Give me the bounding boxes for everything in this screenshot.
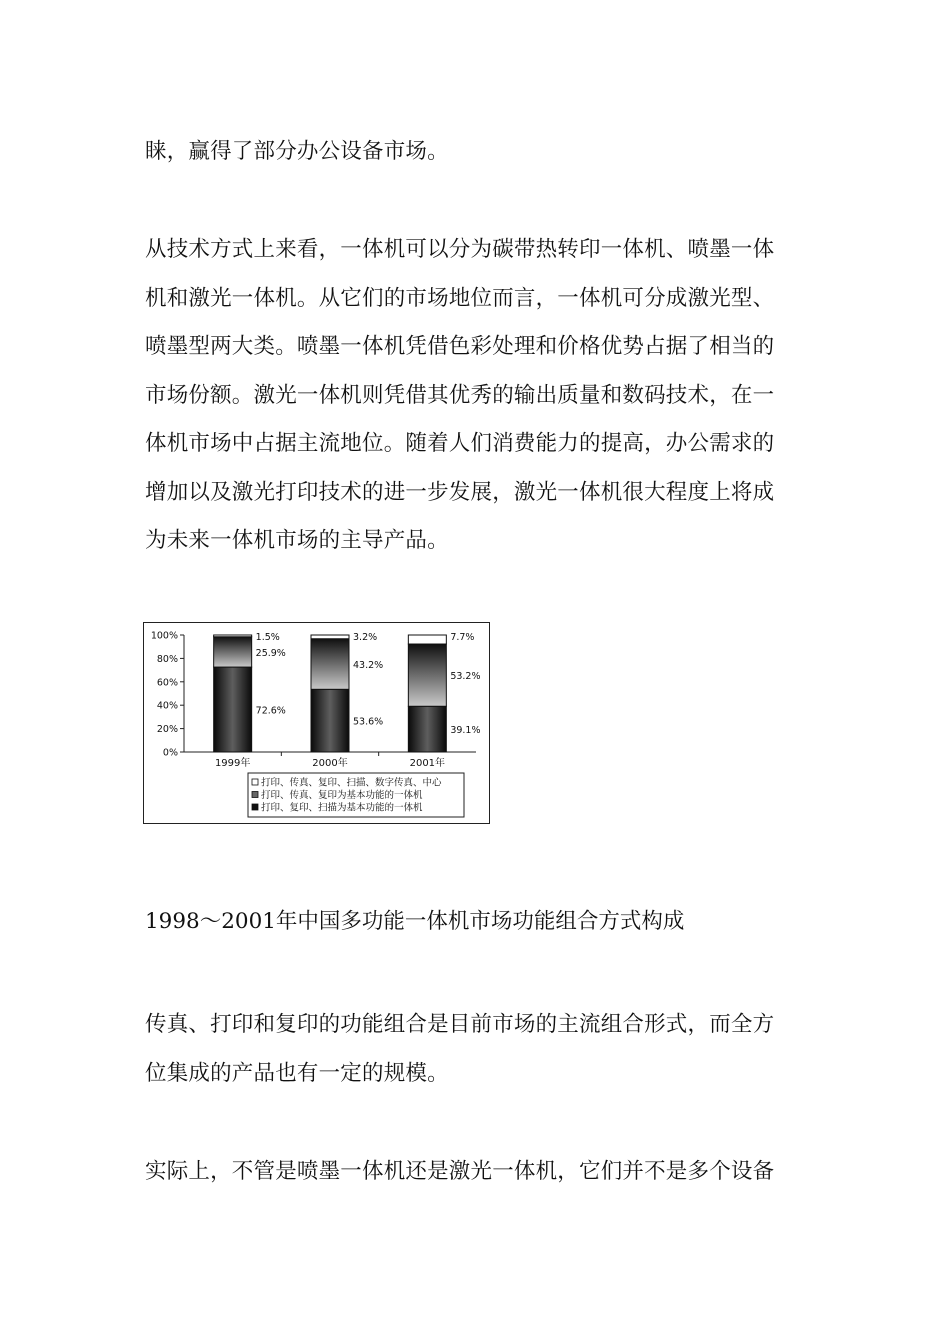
bar-segment bbox=[214, 635, 252, 637]
data-label: 39.1% bbox=[450, 725, 481, 737]
y-tick-label: 80% bbox=[156, 653, 178, 665]
data-label: 25.9% bbox=[255, 647, 286, 659]
y-tick-label: 0% bbox=[162, 747, 178, 759]
text-paragraph bbox=[145, 1148, 805, 1197]
x-category-label: 1999年 bbox=[214, 758, 251, 769]
text-line: 实际上，不管是喷墨一体机还是激光一体机，它们并不是多个设备 bbox=[145, 1159, 775, 1184]
data-label: 7.7% bbox=[450, 632, 475, 643]
legend-swatch bbox=[252, 779, 258, 785]
legend-label: 打印、传真、复印为基本功能的一体机 bbox=[261, 790, 423, 801]
data-label: 53.6% bbox=[353, 716, 384, 728]
bar-segment bbox=[408, 706, 446, 752]
text-line: 增加以及激光打印技术的进一步发展，激光一体机很大程度上将成 bbox=[145, 479, 775, 505]
text-line: 传真、打印和复印的功能组合是目前市场的主流组合形式，而全方 bbox=[145, 1012, 775, 1037]
text-line: 睐，赢得了部分办公设备市场。 bbox=[145, 139, 449, 164]
bar-segment bbox=[311, 635, 349, 639]
legend-label: 打印、复印、扫描为基本功能的一体机 bbox=[261, 802, 423, 814]
stacked-bar-chart bbox=[144, 623, 489, 823]
figure-caption: 1998～2001年中国多功能一体机市场功能组合方式构成 bbox=[145, 909, 685, 934]
chart-figure bbox=[143, 622, 490, 824]
legend-label: 打印、传真、复印、扫描、数字传真、中心 bbox=[261, 777, 442, 789]
legend-swatch bbox=[252, 792, 258, 798]
y-tick-label: 100% bbox=[150, 630, 178, 642]
text-paragraph bbox=[145, 128, 805, 177]
y-tick-label: 40% bbox=[156, 700, 178, 712]
data-label: 53.2% bbox=[450, 671, 481, 683]
data-label: 1.5% bbox=[255, 632, 280, 643]
text-line: 体机市场中占据主流地位。随着人们消费能力的提高，办公需求的 bbox=[145, 431, 775, 456]
data-label: 3.2% bbox=[353, 632, 378, 643]
y-tick-label: 20% bbox=[156, 724, 178, 736]
text-line: 喷墨型两大类。喷墨一体机凭借色彩处理和价格优势占据了相当的 bbox=[145, 334, 775, 359]
bar-segment bbox=[408, 644, 446, 706]
bar-segment bbox=[214, 667, 252, 752]
text-line: 位集成的产品也有一定的规模。 bbox=[145, 1060, 449, 1086]
bar-segment bbox=[214, 637, 252, 667]
data-label: 72.6% bbox=[255, 705, 286, 717]
bar-segment bbox=[408, 635, 446, 644]
bar-segment bbox=[311, 639, 349, 690]
text-paragraph bbox=[145, 1001, 805, 1098]
x-category-label: 2000年 bbox=[312, 758, 348, 769]
bar-segment bbox=[311, 689, 349, 752]
legend-swatch bbox=[252, 804, 258, 810]
data-label: 43.2% bbox=[353, 660, 384, 672]
text-line: 机和激光一体机。从它们的市场地位而言，一体机可分成激光型、 bbox=[145, 285, 775, 311]
text-line: 市场份额。激光一体机则凭借其优秀的输出质量和数码技术，在一 bbox=[145, 382, 775, 408]
text-line: 从技术方式上来看，一体机可以分为碳带热转印一体机、喷墨一体 bbox=[145, 237, 775, 262]
text-paragraph bbox=[145, 226, 805, 566]
y-tick-label: 60% bbox=[156, 677, 178, 689]
x-category-label: 2001年 bbox=[409, 758, 446, 769]
text-line: 为未来一体机市场的主导产品。 bbox=[145, 528, 449, 553]
